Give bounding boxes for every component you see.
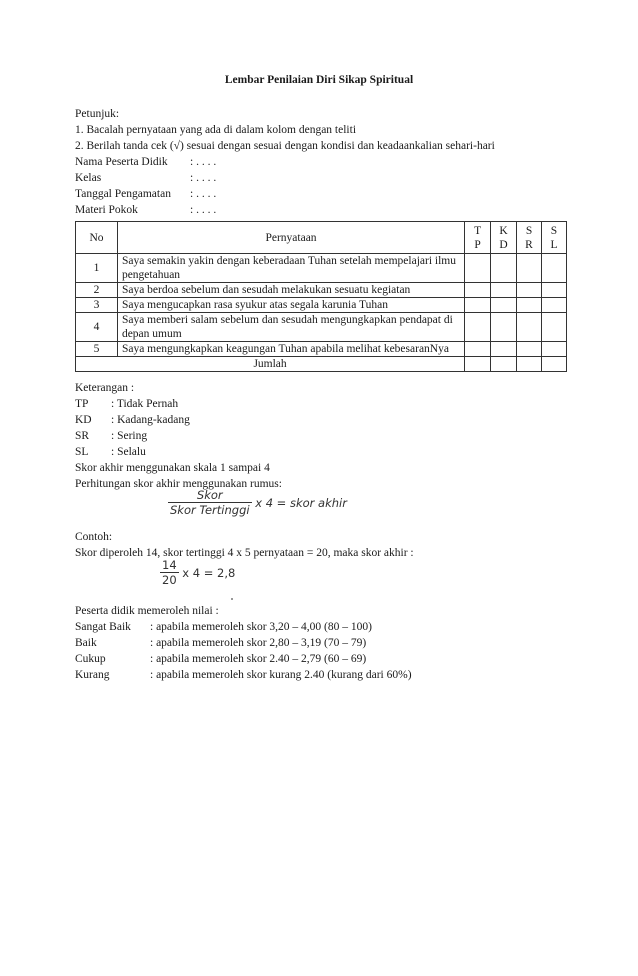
formula-fraction	[168, 488, 252, 517]
check-cell-kd[interactable]	[491, 342, 517, 357]
row-statement: Saya berdoa sebelum dan sesudah melakukan sesuatu kegiatan	[117, 283, 464, 298]
check-cell-sr[interactable]	[517, 342, 542, 357]
grade-label: Cukup	[75, 653, 106, 665]
instruction-item-2: 2. Berilah tanda cek (√) sesuai dengan sesuai dengan kondisi dan keadaankalian sehari-hari	[75, 140, 495, 152]
check-cell-kd[interactable]	[491, 298, 517, 313]
check-cell-sl[interactable]	[542, 283, 567, 298]
grade-item	[75, 652, 366, 666]
check-cell-tp[interactable]	[465, 298, 491, 313]
total-cell-tp[interactable]	[465, 357, 491, 372]
identity-topic	[75, 203, 216, 217]
grade-desc: : apabila memeroleh skor 3,20 – 4,00 (80 – 100)	[150, 621, 372, 633]
table-row	[76, 283, 567, 298]
score-formula	[168, 488, 347, 517]
check-cell-sl[interactable]	[542, 342, 567, 357]
formula-denominator: Skor Tertinggi	[170, 503, 250, 517]
scale-text: Skor akhir menggunakan skala 1 sampai 4	[75, 462, 270, 474]
check-cell-sr[interactable]	[517, 283, 542, 298]
identity-value: : . . . .	[190, 172, 217, 184]
check-cell-tp[interactable]	[465, 342, 491, 357]
grade-label: Sangat Baik	[75, 621, 131, 633]
grade-item	[75, 636, 366, 650]
identity-name	[75, 155, 216, 169]
example-numerator: 14	[162, 558, 177, 572]
identity-value: : . . . .	[190, 156, 217, 168]
example-text: Skor diperoleh 14, skor tertinggi 4 x 5 pernyataan = 20, maka skor akhir :	[75, 547, 414, 559]
document-title: Lembar Penilaian Diri Sikap Spiritual	[224, 74, 414, 86]
legend-desc: : Sering	[111, 430, 148, 442]
legend-code: TP	[75, 398, 89, 410]
grade-item	[75, 620, 372, 634]
total-cell-sl[interactable]	[542, 357, 567, 372]
grade-desc: : apabila memeroleh skor 2,80 – 3,19 (70 – 79)	[150, 637, 367, 649]
header-tp: T P	[465, 222, 491, 254]
check-cell-kd[interactable]	[491, 313, 517, 342]
check-cell-tp[interactable]	[465, 313, 491, 342]
example-tail: x 4 = 2,8	[182, 565, 236, 580]
grades-heading: Peserta didik memeroleh nilai :	[75, 605, 219, 617]
identity-class	[75, 171, 216, 185]
formula-numerator: Skor	[196, 488, 223, 502]
legend-code: KD	[75, 414, 92, 426]
row-number: 4	[76, 313, 118, 342]
formula-tail: x 4 = skor akhir	[255, 495, 347, 510]
check-cell-sl[interactable]	[542, 298, 567, 313]
legend-item	[75, 397, 178, 411]
header-statement: Pernyataan	[117, 222, 464, 254]
legend-item	[75, 429, 147, 443]
legend-item	[75, 445, 146, 459]
header-sr: S R	[517, 222, 542, 254]
stray-mark	[231, 598, 233, 600]
instruction-item-1: 1. Bacalah pernyataan yang ada di dalam kolom dengan teliti	[75, 124, 357, 136]
header-kd: K D	[491, 222, 517, 254]
check-cell-tp[interactable]	[465, 283, 491, 298]
table-row	[76, 342, 567, 357]
identity-value: : . . . .	[190, 188, 217, 200]
check-cell-kd[interactable]	[491, 254, 517, 283]
table-row	[76, 313, 567, 342]
table-row	[76, 254, 567, 283]
check-cell-kd[interactable]	[491, 283, 517, 298]
legend-desc: : Tidak Pernah	[111, 398, 179, 410]
identity-label: Kelas	[75, 172, 102, 184]
identity-label: Nama Peserta Didik	[75, 156, 168, 168]
total-cell-sr[interactable]	[517, 357, 542, 372]
grade-item	[75, 668, 412, 682]
check-cell-sl[interactable]	[542, 313, 567, 342]
instructions-heading: Petunjuk:	[75, 108, 120, 120]
example-denominator: 20	[162, 573, 177, 587]
table-row	[76, 298, 567, 313]
table-total-row	[76, 357, 567, 372]
row-statement: Saya mengungkapkan keagungan Tuhan apabila melihat kebesaranNya	[117, 342, 464, 357]
check-cell-sr[interactable]	[517, 313, 542, 342]
grade-desc: : apabila memeroleh skor 2.40 – 2,79 (60 – 69)	[150, 653, 367, 665]
header-sl: S L	[542, 222, 567, 254]
legend-desc: : Kadang-kadang	[111, 414, 190, 426]
check-cell-sl[interactable]	[542, 254, 567, 283]
row-number: 3	[76, 298, 118, 313]
header-no: No	[76, 222, 118, 254]
check-cell-sr[interactable]	[517, 254, 542, 283]
identity-label: Tanggal Pengamatan	[75, 188, 171, 200]
legend-code: SL	[75, 446, 89, 458]
legend-heading: Keterangan :	[75, 382, 135, 394]
example-heading: Contoh:	[75, 531, 113, 543]
identity-value: : . . . .	[190, 204, 217, 216]
total-label: Jumlah	[76, 357, 465, 372]
example-fraction	[160, 558, 179, 587]
identity-date	[75, 187, 216, 201]
row-statement: Saya mengucapkan rasa syukur atas segala karunia Tuhan	[117, 298, 464, 313]
row-number: 1	[76, 254, 118, 283]
total-cell-kd[interactable]	[491, 357, 517, 372]
row-statement: Saya semakin yakin dengan keberadaan Tuhan setelah mempelajari ilmu pengetahuan	[117, 254, 464, 283]
identity-label: Materi Pokok	[75, 204, 138, 216]
legend-desc: : Selalu	[111, 446, 146, 458]
row-number: 2	[76, 283, 118, 298]
check-cell-tp[interactable]	[465, 254, 491, 283]
grade-label: Baik	[75, 637, 97, 649]
legend-code: SR	[75, 430, 90, 442]
formula-intro: Perhitungan skor akhir menggunakan rumus:	[75, 478, 282, 490]
assessment-table	[75, 221, 567, 372]
legend-item	[75, 413, 190, 427]
table-header-row	[76, 222, 567, 254]
example-formula	[160, 558, 235, 587]
row-number: 5	[76, 342, 118, 357]
grade-label: Kurang	[75, 669, 110, 681]
grade-desc: : apabila memeroleh skor kurang 2.40 (kurang dari 60%)	[150, 669, 412, 681]
check-cell-sr[interactable]	[517, 298, 542, 313]
row-statement: Saya memberi salam sebelum dan sesudah mengungkapkan pendapat di depan umum	[117, 313, 464, 342]
